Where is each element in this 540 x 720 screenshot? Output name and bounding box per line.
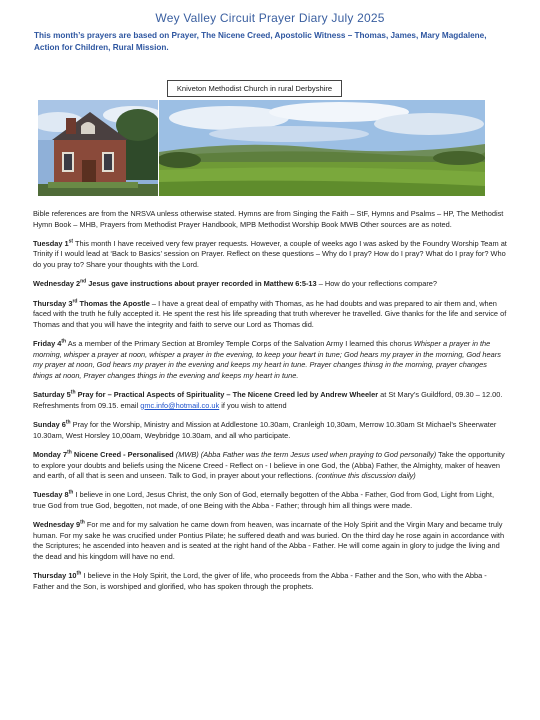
chorus-text: Whisper a prayer in the morning, whisper a prayer at noon, whisper a prayer in the evening, to keep your heart in tune; God hears my prayer in the morning, God hears my prayer at noon, God hears my prayer in the evening and keeps my heart in tune. Prayer changes thinsg in the morning, prayer changes things at noon, Prayer changes things in the evening and keeps my heart in tune. [33, 339, 501, 380]
references-paragraph: Bible references are from the NRSVA unless otherwise stated. Hymns are from Singing the Faith – StF, Hymns and Psalms – HP, The Methodist Hymn Book – MHB, Prayers from Methodist Prayer Handbook, MPB Methodist Worship Book MWB Other sources are as noted. [33, 209, 504, 229]
entry-text: This month I have received very few prayer requests. However, a couple of weeks ago I was asked by the Foundry Worship Team at Trinity if I would lead at ‘Back to Basics’ session on Prayer. Reflect on these questions – Why do I pray? How do I pray? What do I pray for? Who do you pray to? Share your thoughts with the Lord. [33, 238, 507, 270]
entry-text: – I have a great deal of empathy with Thomas, as he had doubts and was prepared to air them and, when faced with the truth he fully accepted it. He spent the rest his life spreading that truth wherever he travelled. Give thanks for the life and service of Thomas and that you will have the integrity and faith to serve our Lord as Thomas did. [33, 298, 507, 329]
entry-day: Sunday 6th [33, 419, 71, 430]
entry-day: Monday 7th Nicene Creed - Personalised [33, 449, 174, 459]
entry-day: Wednesday 2nd Jesus gave instructions about prayer recorded in Matthew 6:5-13 [33, 278, 317, 289]
entry-text: I believe in one Lord, Jesus Christ, the only Son of God, eternally begotten of the Abba - Father, God from God, Light from Light, true God from true God, begotten, not made, of one Being with the Abba - Father; through him all things were made. [33, 490, 495, 510]
entry-day: Wednesday 9th [33, 519, 85, 530]
entry-wednesday-9 [33, 520, 508, 562]
entry-text: For me and for my salvation he came down from heaven, was incarnate of the Holy Spirit and the Virgin Mary and became truly human. For my sake he was crucified under Pontius Pilate; he suffered death and was buried. On the third day he rose again in accordance with the Scriptures; he ascended into heaven and is seated at the right hand of the Abba - Father. He will come again in glory to judge the living and the dead and his kingdom will have no end. [33, 520, 505, 562]
entry-tuesday-1 [33, 239, 508, 271]
entry-day: Thursday 10th [33, 570, 82, 581]
entry-day: Tuesday 8th [33, 489, 74, 500]
countryside-photo [159, 100, 485, 196]
entry-saturday-5 [33, 390, 508, 411]
entry-text: Take the opportunity to explore your doubts and beliefs using the Nicene Creed - Reflect on - I believe in one God, the (Abba) Father, the Almighty, maker of heaven and earth, of all that is seen and unseen. Talk to God, in prayer about your reflections. [33, 449, 505, 481]
email-link[interactable]: gmc.info@hotmail.co.uk [140, 400, 220, 410]
entry-thursday-10 [33, 571, 508, 592]
entry-day: Thursday 3rd Thomas the Apostle [33, 298, 150, 308]
entry-day: Tuesday 1st [33, 238, 74, 248]
entry-text: Pray for the Worship, Ministry and Mission at Addlestone 10.30am, Cranleigh 10,30am, Merrow 10.30am St Michael’s Sheerwater 10.30am, West Horsley 10,00am, Weybridge 10.30am, and all who participate. [33, 420, 497, 440]
entry-sunday-6 [33, 420, 508, 441]
page-title: Wey Valley Circuit Prayer Diary July 2025 [155, 11, 385, 25]
entry-note: (MWB) (Abba Father was the term Jesus used when praying to God personally) [173, 449, 437, 459]
entry-tuesday-8 [33, 490, 508, 511]
entry-thursday-3 [33, 299, 508, 331]
church-photo [38, 100, 158, 196]
entry-day: Friday 4th [33, 338, 67, 349]
entry-friday-4 [33, 339, 508, 381]
entry-wednesday-2 [33, 279, 508, 290]
entry-monday-7 [33, 450, 508, 482]
photo-caption: Kniveton Methodist Church in rural Derbyshire [167, 80, 342, 97]
intro-text: This month’s prayers are based on Prayer, The Nicene Creed, Apostolic Witness – Thomas, James, Mary Magdalene, Action for Children, Rural Mission. [34, 31, 487, 52]
diary-body [33, 209, 508, 601]
entry-text: – How do your reflections compare? [316, 279, 438, 289]
entry-text: at St Mary’s Guildford, 09.30 – 12.00. Refreshments from 09.15. email [33, 390, 503, 410]
entry-text-end: if you wish to attend [219, 400, 287, 410]
entry-text: As a member of the Primary Section at Bromley Temple Corps of the Salvation Army I learned this chorus [66, 339, 414, 349]
entry-text: I believe in the Holy Spirit, the Lord, the giver of life, who proceeds from the Abba - Father and the Son, who with the Abba - Father and the Son, is worshiped and glorified, who has spoken through the prophets. [33, 571, 487, 591]
entry-note-continue: (continue this discussion daily) [315, 471, 416, 481]
entry-day: Saturday 5th Pray for – Practical Aspects of Spirituality – The Nicene Creed led by Andrew Wheeler [33, 389, 379, 400]
